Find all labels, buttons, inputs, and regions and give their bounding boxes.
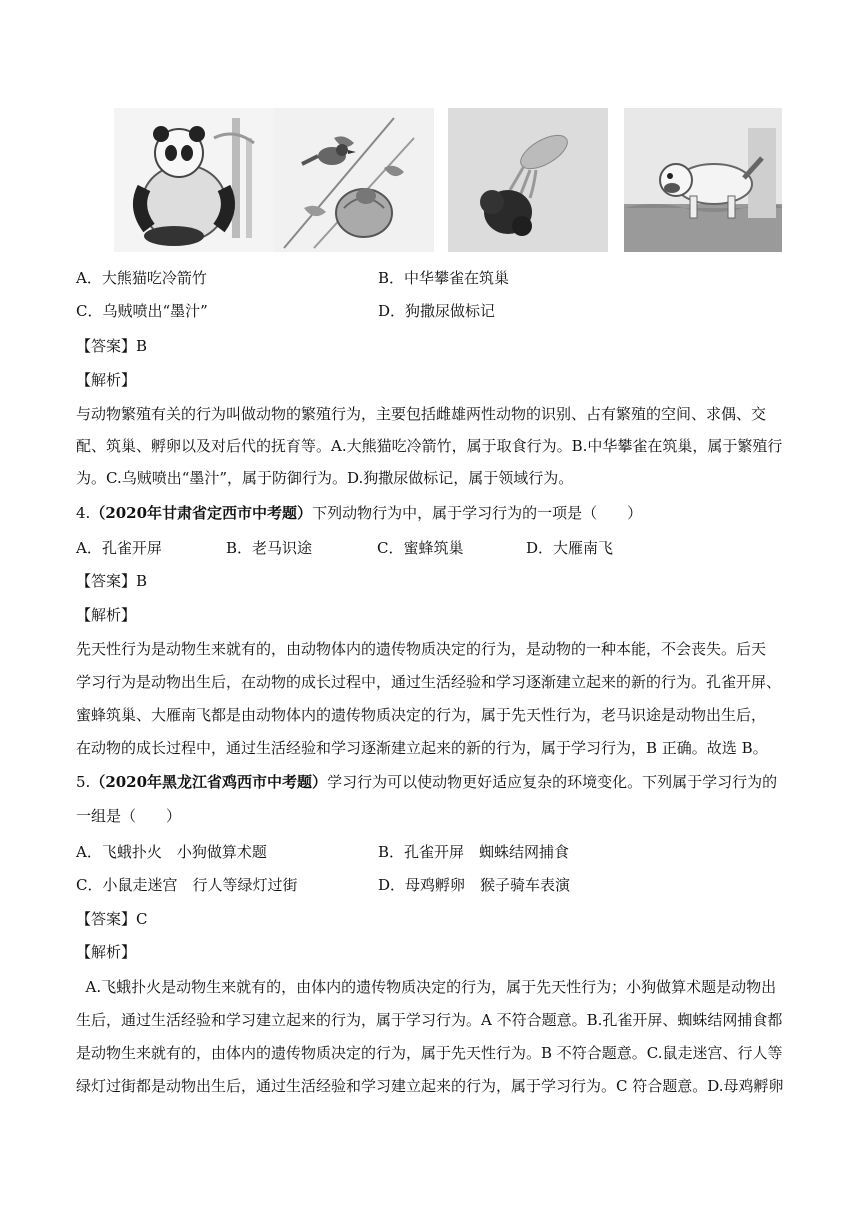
q4-source: （2020年甘肃省定西市中考题） [90, 504, 313, 522]
q5-question [76, 772, 796, 792]
q5-stem: 学习行为可以使动物更好适应复杂的环境变化。下列属于学习行为的 [327, 773, 778, 791]
q4-analysis-line-1: 先天性行为是动物生来就有的，由动物体内的遗传物质决定的行为，是动物的一种本能，不会丧失。后天 [76, 640, 767, 658]
q3-analysis-label: 【解析】 [76, 371, 137, 389]
q4-answer: 【答案】B [76, 572, 148, 590]
q3-option-b: B．中华攀雀在筑巢 [378, 269, 510, 287]
q5-option-d: D．母鸡孵卵 猴子骑车表演 [378, 876, 571, 894]
q5-analysis-label: 【解析】 [76, 943, 137, 961]
q5-stem-line-2: 一组是（ ） [76, 807, 182, 825]
q5-option-c: C．小鼠走迷宫 行人等绿灯过街 [76, 876, 298, 894]
q5-number: 5. [76, 773, 91, 791]
q3-answer: 【答案】B [76, 337, 148, 355]
panda-eating-bamboo-image [114, 108, 274, 252]
q4-stem: 下列动物行为中，属于学习行为的一项是（ ） [312, 504, 643, 522]
q3-analysis-line-2: 配、筑巢、孵卵以及对后代的抚育等。A.大熊猫吃冷箭竹，属于取食行为。B.中华攀雀在筑巢，属于繁殖行 [76, 437, 783, 455]
q4-option-c: C．蜜蜂筑巢 [377, 539, 464, 557]
q5-analysis-line-2: 生后，通过生活经验和学习建立起来的行为，属于学习行为。A 不符合题意。B.孔雀开屏、蜘蛛结网捕食都 [76, 1011, 783, 1029]
q5-analysis-line-1: A.飞蛾扑火是动物生来就有的，由体内的遗传物质决定的行为，属于先天性行为；小狗做算术题是动物出 [76, 978, 777, 996]
q4-option-a: A．孔雀开屏 [76, 539, 162, 557]
q3-option-c: C．乌贼喷出“墨汁” [76, 302, 208, 320]
q3-analysis-line-3: 为。C.乌贼喷出“墨汁”，属于防御行为。D.狗撒尿做标记，属于领域行为。 [76, 469, 574, 487]
q4-analysis-line-4: 在动物的成长过程中，通过生活经验和学习逐渐建立起来的新的行为，属于学习行为，B 正确。故选 B。 [76, 739, 768, 757]
q4-analysis-line-2: 学习行为是动物出生后，在动物的成长过程中，通过生活经验和学习逐渐建立起来的新的行为。孔雀开屏、 [76, 673, 782, 691]
squid-ink-image [448, 108, 608, 252]
illustrations-row [84, 108, 782, 252]
q4-analysis-line-3: 蜜蜂筑巢、大雁南飞都是由动物体内的遗传物质决定的行为，属于先天性行为，老马识途是动物出生后， [76, 706, 767, 724]
q4-number: 4. [76, 504, 91, 522]
q3-analysis-line-1: 与动物繁殖有关的行为叫做动物的繁殖行为，主要包括雌雄两性动物的识别、占有繁殖的空间、求偶、交 [76, 405, 767, 423]
q4-question [76, 503, 796, 523]
q3-option-d: D．狗撒尿做标记 [378, 302, 496, 320]
q5-source: （2020年黑龙江省鸡西市中考题） [90, 773, 328, 791]
q5-analysis-line-3: 是动物生来就有的，由体内的遗传物质决定的行为，属于先天性行为。B 不符合题意。C.鼠走迷宫、行人等 [76, 1044, 783, 1062]
dog-marking-territory-image [624, 108, 782, 252]
q5-answer: 【答案】C [76, 910, 148, 928]
q5-option-b: B．孔雀开屏 蜘蛛结网捕食 [378, 843, 570, 861]
q3-option-a: A．大熊猫吃冷箭竹 [76, 269, 207, 287]
q5-option-a: A．飞蛾扑火 小狗做算术题 [76, 843, 267, 861]
q4-option-b: B．老马识途 [226, 539, 313, 557]
q5-analysis-line-4: 绿灯过街都是动物出生后，通过生活经验和学习建立起来的行为，属于学习行为。C 符合题意。D.母鸡孵卵 [76, 1077, 784, 1095]
bird-building-nest-image [274, 108, 434, 252]
q4-option-d: D．大雁南飞 [526, 539, 614, 557]
q4-analysis-label: 【解析】 [76, 606, 137, 624]
